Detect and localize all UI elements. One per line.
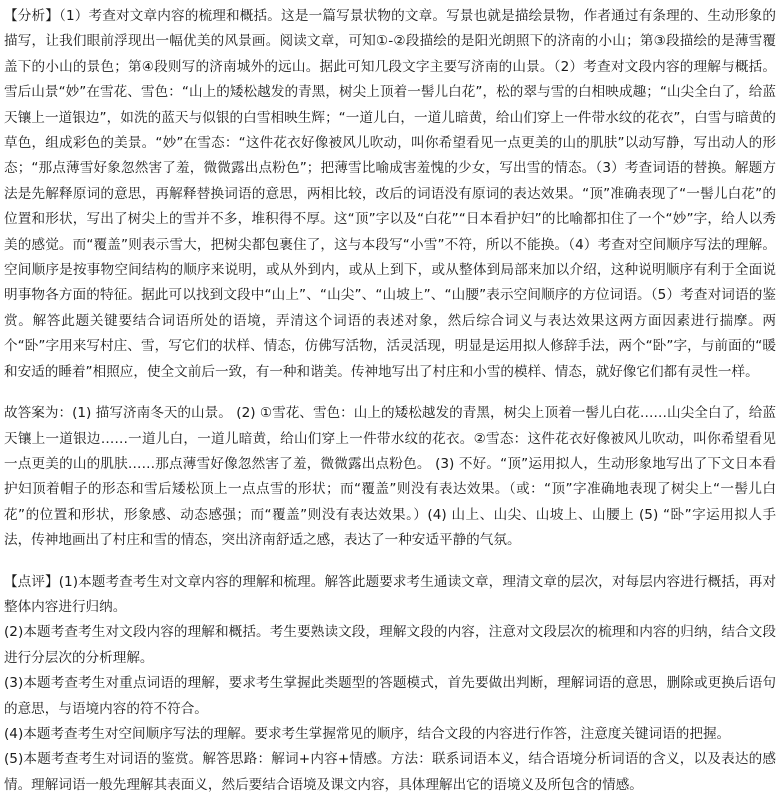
analysis-text: （1）考查对文章内容的梳理和概括。这是一篇写景状物的文章。写景也就是描绘景物，作者通过有条理的、生动形象的描写，让我们眼前浮现出一幅优美的风景画。阅读文章，可知①-②段描绘的是阳光朗照下的济南的小山；第③段描绘的是薄雪覆盖下的小山的景色；第④段则写的济南城外的远山。据此可知几段文字主要写济南的山景。（2）考查对文段内容的理解与概括。雪后山景“妙”在雪花、雪色：“山上的矮松越发的青黑，树尖上顶着一髻儿白花”，松的翠与雪的白相映成趣；“山尖全白了，给蓝天镶上一道银边”，如洗的蓝天与似银的白雪相映生辉；“一道儿白，一道儿暗黄，给山们穿上一件带水纹的花衣”，白雪与暗黄的草色，组成彩色的美景。“妙”在雪态：“这件花衣好像被风儿吹动，叫你希望看见一点更美的山的肌肤”以动写静，写出动人的形态；“那点薄雪好象忽然害了羞，微微露出点粉色”；把薄雪比喻成害羞愧的少女，写出雪的情态。（3）考查词语的替换。解题方法是先解释原词的意思，再解释替换词语的意思，两相比较，改后的词语没有原词的表达效果。“顶”准确表现了“一髻儿白花”的位置和形状，写出了树尖上的雪并不多，堆积得不厚。这“顶”字以及“白花”“日本看护妇”的比喻都扣住了一个“妙”字，给人以秀美的感觉。而“覆盖”则表示雪大，把树尖都包裹住了，这与本段写“小雪”不符，所以不能换。（4）考查对空间顺序写法的理解。空间顺序是按事物空间结构的顺序来说明，或从外到内，或从上到下，或从整体到局部来加以介绍，这种说明顺序有利于全面说明事物各方面的特征。据此可以找到文段中“山上”、“山尖”、“山坡上”、“山腰”表示空间顺序的方位词语。（5）考查对词语的鉴赏。解答此题关键要结合词语所处的语境，弄清这个词语的表述对象，然后综合词义与表达效果这两方面因素进行揣摩。两个“卧”字用来写村庄、雪，写它们的状样、情态，仿佛写活物，活灵活现，明显是运用拟人修辞手法，两个“卧”字，与前面的“暖和安适的睡着”相照应，使全文前后一致，有一种和谐美。传神地写出了村庄和小雪的模样、情态，就好像它们都有灵性一样。: [4, 8, 776, 380]
analysis-label: 【分析】: [4, 8, 60, 24]
section-spacer: [4, 385, 776, 401]
comment-line-2: (2)本题考查考生对文段内容的理解和概括。考生要熟读文段，理解文段的内容，注意对文段层次的梳理和内容的归纳，结合文段进行分层次的分析理解。: [4, 624, 776, 666]
section-spacer: [4, 554, 776, 570]
answer-text: (1) 描写济南冬天的山景。 (2) ①雪花、雪色：山上的矮松越发的青黑，树尖上顶着一髻儿白花……山尖全白了，给蓝天镶上一道银边……一道儿白，一道儿暗黄，给山们穿上一件带水纹的花衣。②雪态：这件花衣好像被风儿吹动，叫你希望看见一点更美的山的肌肤……那点薄雪好像忽然害了羞，微微露出点粉色。 (3) 不好。“顶”运用拟人，生动形象地写出了下文日本看护妇顶着帽子的形态和雪后矮松顶上一点点雪的形状；而“覆盖”则没有表达效果。（或：“顶”字准确地表现了树尖上“一髻儿白花”的位置和形状，形象感、动态感强；而“覆盖”则没有表达效果。）(4) 山上、山尖、山坡上、山腰上 (5) “卧”字运用拟人手法，传神地画出了村庄和雪的情态，突出济南舒适之感，表达了一种安适平静的气氛。: [4, 405, 776, 549]
answer-label: 故答案为：: [4, 405, 73, 422]
comment-line-1: (1)本题考查考生对文章内容的理解和梳理。解答此题要求考生通读文章，理清文章的层次，对每层内容进行概括，再对整体内容进行归纳。: [4, 573, 776, 615]
comment-paragraph: [4, 570, 776, 621]
analysis-paragraph: [4, 4, 776, 385]
comment-line-3: (3)本题考查考生对重点词语的理解，要求考生掌握此类题型的答题模式，首先要做出判断，理解词语的意思，删除或更换后语句的意思，与语境内容的符不符合。: [4, 675, 776, 717]
comment-line-4: (4)本题考查考生对空间顺序写法的理解。要求考生掌握常见的顺序，结合文段的内容进行作答，注意度关键词语的把握。: [4, 725, 731, 742]
comment-label: 【点评】: [4, 573, 59, 590]
answer-paragraph: [4, 401, 776, 553]
comment-line-5: (5)本题考查考生对词语的鉴赏。解答思路：解词+内容+情感。方法：联系词语本义，结合语境分析词语的含义，以及表达的感情。理解词语一般先理解其表面义，然后要结合语境及课文内容，具体理解出它的语境义及所包含的情感。: [4, 751, 776, 793]
